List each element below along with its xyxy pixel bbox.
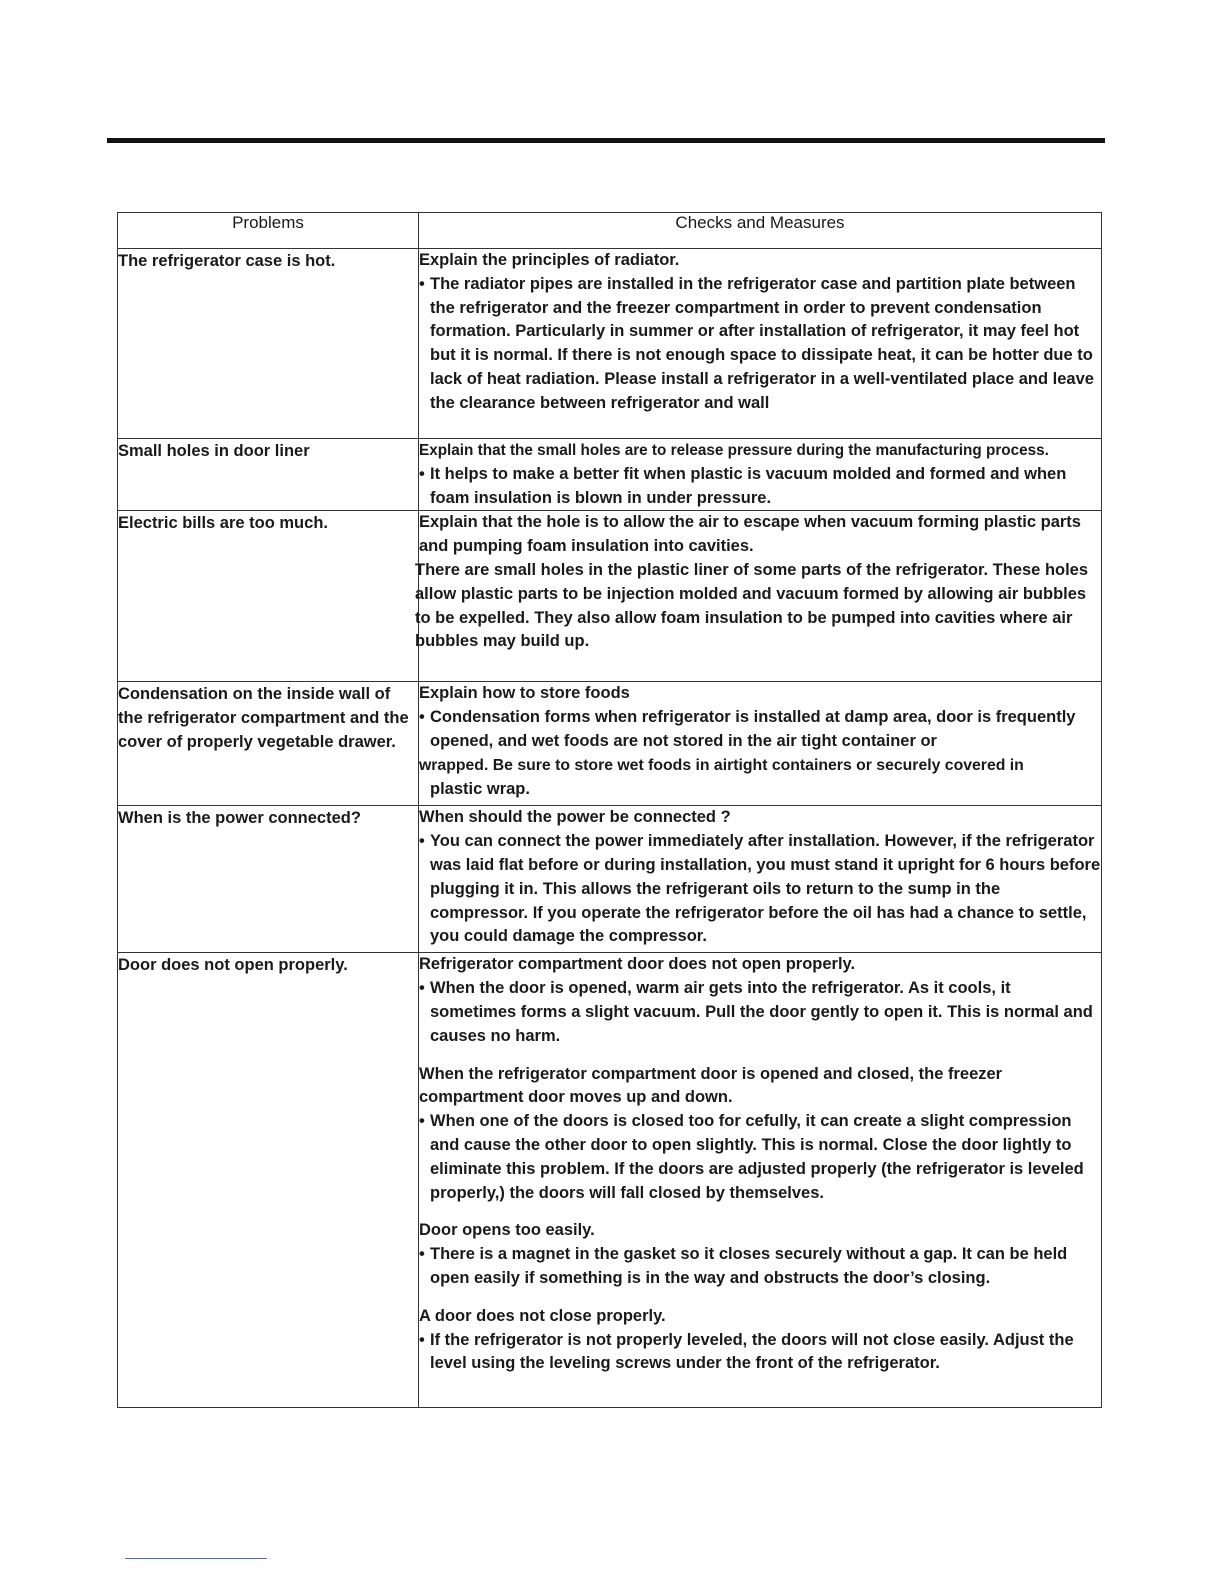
problem-cell: Condensation on the inside wall of the refrigerator compartment and the cover of properly vegetable drawer. (118, 682, 419, 806)
table-row (118, 249, 1102, 439)
check-bullet: • When the door is opened, warm air gets into the refrigerator. As it cools, it sometimes forms a slight vacuum. Pull the door gently to open it. This is normal and causes no harm. (419, 979, 1093, 1045)
checks-cell (419, 439, 1102, 511)
check-lead: When should the power be connected ? (419, 808, 731, 827)
footer-link-underline (125, 1558, 267, 1559)
checks-cell (419, 682, 1102, 806)
checks-cell (419, 806, 1102, 953)
table-row (118, 511, 1102, 682)
bullet-icon: • (419, 1330, 425, 1349)
problem-cell: Door does not open properly. (118, 953, 419, 1408)
problem-cell: Small holes in door liner (118, 439, 419, 511)
table-row (118, 439, 1102, 511)
column-header-checks: Checks and Measures (419, 213, 1102, 249)
table-row (118, 682, 1102, 806)
check-continuation-end: plastic wrap. (430, 779, 530, 798)
check-lead: A door does not close properly. (419, 1306, 666, 1325)
problem-cell: The refrigerator case is hot. (118, 249, 419, 439)
troubleshooting-table (117, 212, 1102, 1408)
check-lead: Explain how to store foods (419, 684, 630, 703)
top-rule (107, 138, 1105, 143)
check-paragraph: There are small holes in the plastic liner of some parts of the refrigerator. These holes allow plastic parts to be injection molded and vacuum formed by allowing air bubbles to be expelled. They also allow foam insulation to be pumped into cavities where air bubbles may build up. (415, 560, 1089, 651)
check-bullet: • The radiator pipes are installed in the refrigerator case and partition plate between the refrigerator and the freezer compartment in order to prevent condensation formation. Particularly in summer or after installation of refrigerator, it may feel hot but it is normal. If there is not enough space to dissipate heat, it can be hotter due to lack of heat radiation. Please install a refrigerator in a well-ventilated place and leave the clearance between refrigerator and wall (419, 274, 1094, 412)
check-lead: Explain that the hole is to allow the air to escape when vacuum forming plastic parts and pumping foam insulation into cavities. (419, 513, 1081, 556)
check-lead: Explain that the small holes are to release pressure during the manufacturing process. (419, 442, 1049, 459)
checks-cell (415, 511, 1102, 682)
check-lead: Door opens too easily. (419, 1221, 595, 1240)
problem-cell: Electric bills are too much. (118, 511, 419, 682)
bullet-icon: • (419, 708, 425, 727)
table-row (118, 806, 1102, 953)
check-continuation: wrapped. Be sure to store wet foods in airtight containers or securely covered in (419, 756, 1024, 774)
check-bullet: • Condensation forms when refrigerator is installed at damp area, door is frequently opened, and wet foods are not stored in the air tight container or (419, 708, 1076, 750)
bullet-icon: • (419, 1245, 425, 1264)
check-bullet: • When one of the doors is closed too for cefully, it can create a slight compression and cause the other door to open slightly. This is normal. Close the door lightly to eliminate this problem. If the doors are adjusted properly (the refrigerator is leveled properly,) the doors will fall closed by themselves. (419, 1112, 1084, 1202)
check-bullet: • You can connect the power immediately after installation. However, if the refrigerator was laid flat before or during installation, you must stand it upright for 6 hours before plugging it in. This allows the refrigerant oils to return to the sump in the compressor. If you operate the refrigerator before the oil has had a chance to settle, you could damage the compressor. (419, 832, 1101, 946)
bullet-icon: • (419, 979, 425, 998)
checks-cell (419, 953, 1102, 1408)
table-row (118, 953, 1102, 1408)
table-header-row (118, 213, 1102, 249)
column-header-problems: Problems (118, 213, 419, 249)
check-lead: Refrigerator compartment door does not open properly. (419, 955, 856, 974)
check-lead: When the refrigerator compartment door is opened and closed, the freezer compartment door moves up and down. (419, 1064, 1003, 1107)
check-bullet: • If the refrigerator is not properly leveled, the doors will not close easily. Adjust the level using the leveling screws under the front of the refrigerator. (419, 1330, 1074, 1373)
check-bullet: • It helps to make a better fit when plastic is vacuum molded and formed and when foam insulation is blown in under pressure. (419, 464, 1067, 507)
bullet-icon: • (419, 832, 425, 851)
bullet-icon: • (419, 274, 425, 293)
bullet-icon: • (419, 464, 425, 483)
bullet-icon: • (419, 1112, 425, 1131)
problem-cell: When is the power connected? (118, 806, 419, 953)
check-lead: Explain the principles of radiator. (419, 251, 680, 269)
checks-cell (419, 249, 1102, 439)
check-bullet: • There is a magnet in the gasket so it closes securely without a gap. It can be held open easily if something is in the way and obstructs the door’s closing. (419, 1245, 1068, 1287)
